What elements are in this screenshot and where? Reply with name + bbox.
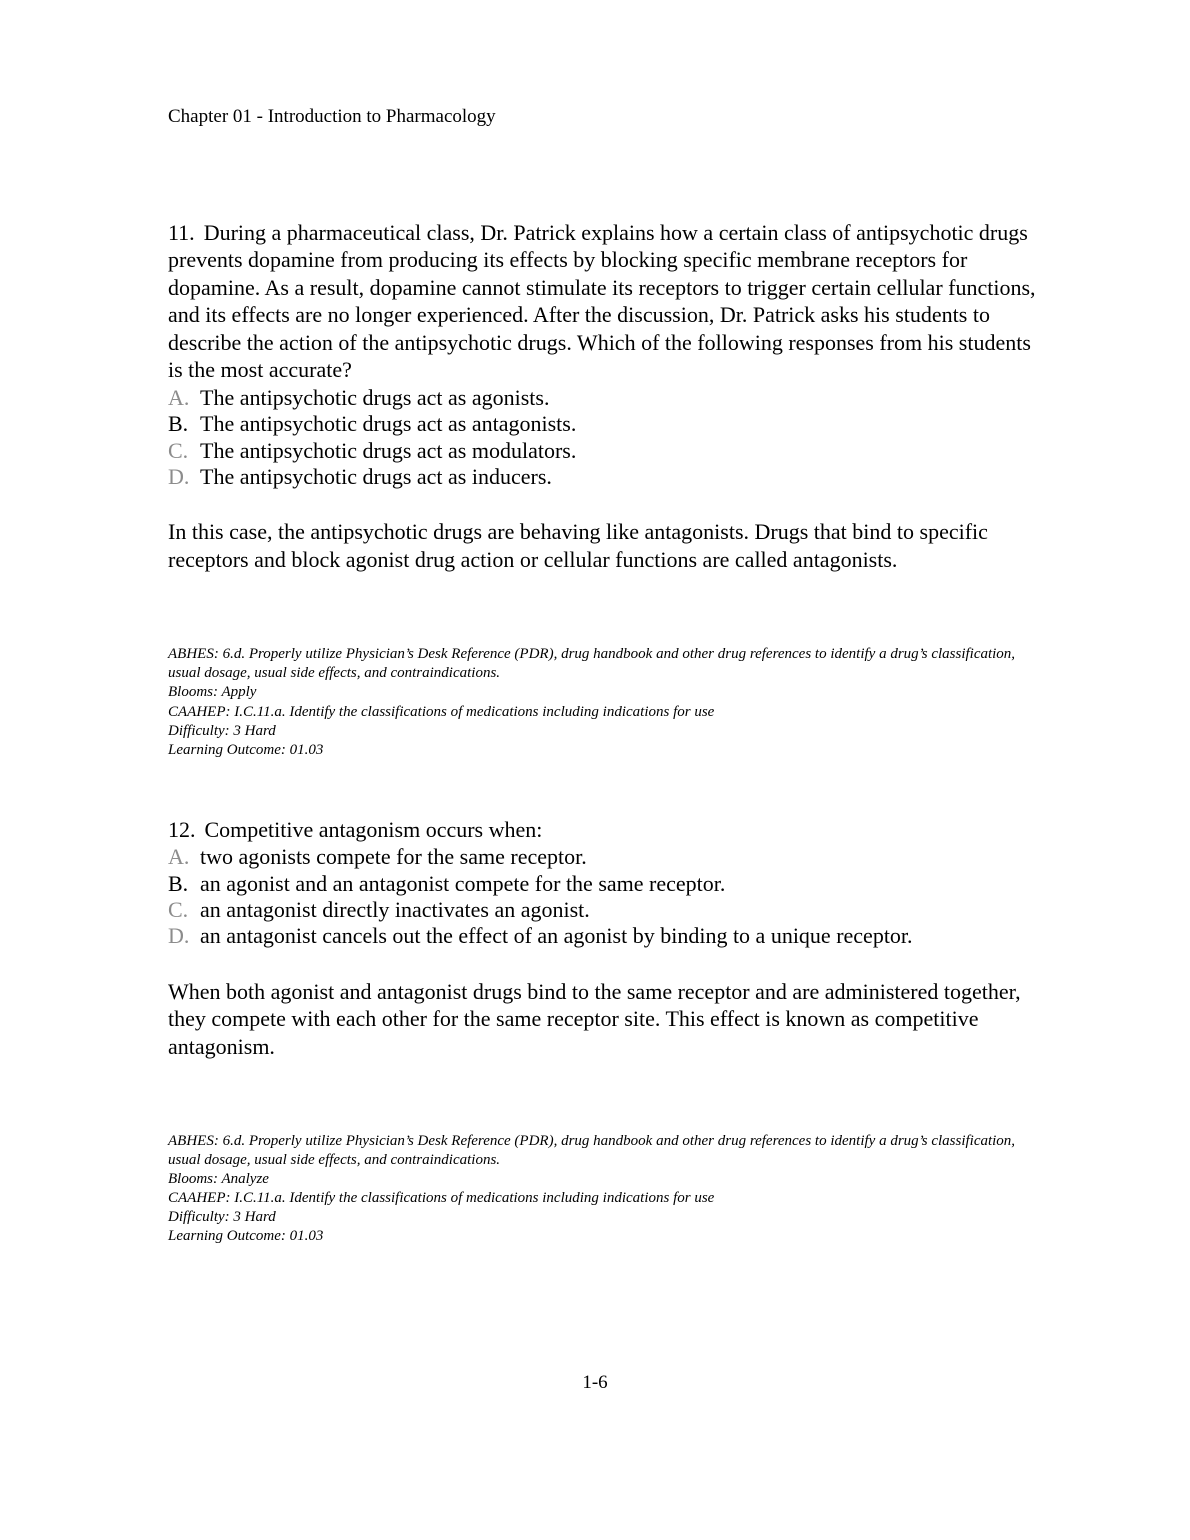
option-text: The antipsychotic drugs act as modulators. [200,437,577,463]
question-number: 12. [168,816,196,842]
option-text: an agonist and an antagonist compete for the same receptor. [200,870,726,896]
option-letter: D. [168,463,190,489]
question-stem [168,219,1043,384]
answer-option-b [168,871,1043,897]
metadata-line-blooms: Blooms: Apply [168,684,257,701]
option-letter: C. [168,437,189,463]
option-letter: B. [168,870,189,896]
option-text: an antagonist directly inactivates an agonist. [200,896,590,922]
answer-option-a [168,385,1043,411]
metadata-line-abhes: ABHES: 6.d. Properly utilize Physician’s Desk Reference (PDR), drug handbook and other drug references to identify a drug’s classification, usual dosage, usual side effects, and contraindications. [168,1133,1016,1169]
option-letter: B. [168,411,189,437]
answer-option-d [168,464,1043,490]
option-text: The antipsychotic drugs act as inducers. [200,463,552,489]
answer-option-b [168,411,1043,437]
question-stem-text: Competitive antagonism occurs when: [204,816,543,842]
metadata-line-abhes: ABHES: 6.d. Properly utilize Physician’s Desk Reference (PDR), drug handbook and other drug references to identify a drug’s classification, usual dosage, usual side effects, and contraindications. [168,646,1016,682]
metadata-line-outcome: Learning Outcome: 01.03 [168,741,324,758]
question-metadata [168,1132,1043,1246]
options-list [168,385,1043,491]
option-text: an antagonist cancels out the effect of an agonist by binding to a unique receptor. [200,923,913,949]
question-block-12 [168,816,1043,1247]
option-letter: A. [168,844,190,870]
page-header: Chapter 01 - Introduction to Pharmacology [168,106,496,127]
answer-explanation: In this case, the antipsychotic drugs are behaving like antagonists. Drugs that bind to specific receptors and block agonist drug action or cellular functions are called antagonists. [168,519,988,572]
metadata-line-difficulty: Difficulty: 3 Hard [168,1209,276,1226]
option-letter: A. [168,384,190,410]
options-list [168,844,1043,950]
answer-option-d [168,923,1043,949]
question-stem-text: During a pharmaceutical class, Dr. Patrick explains how a certain class of antipsychotic drugs prevents dopamine from producing its effects by blocking specific membrane receptors for dopamine. As a result, dopamine cannot stimulate its receptors to trigger certain cellular functions, and its effects are no longer experienced. After the discussion, Dr. Patrick asks his students to describe the action of the antipsychotic drugs. Which of the following responses from his students is the most accurate? [168,219,1036,383]
option-letter: D. [168,923,190,949]
question-number: 11. [168,219,195,245]
metadata-line-blooms: Blooms: Analyze [168,1171,269,1188]
option-text: The antipsychotic drugs act as agonists. [200,384,550,410]
option-text: The antipsychotic drugs act as antagonists. [200,411,577,437]
option-text: two agonists compete for the same receptor. [200,844,587,870]
metadata-line-difficulty: Difficulty: 3 Hard [168,722,276,739]
answer-option-a [168,844,1043,870]
question-metadata [168,645,1043,759]
option-letter: C. [168,896,189,922]
question-block-11 [168,219,1043,760]
metadata-line-caahep: CAAHEP: I.C.11.a. Identify the classifications of medications including indications for use [168,703,715,720]
question-stem [168,816,1043,844]
page-number: 1-6 [582,1372,608,1393]
metadata-line-caahep: CAAHEP: I.C.11.a. Identify the classifications of medications including indications for use [168,1190,715,1207]
metadata-line-outcome: Learning Outcome: 01.03 [168,1228,324,1245]
answer-option-c [168,897,1043,923]
answer-option-c [168,438,1043,464]
answer-explanation: When both agonist and antagonist drugs bind to the same receptor and are administered together, they compete with each other for the same receptor site. This effect is known as competitive antagonism. [168,978,1021,1059]
